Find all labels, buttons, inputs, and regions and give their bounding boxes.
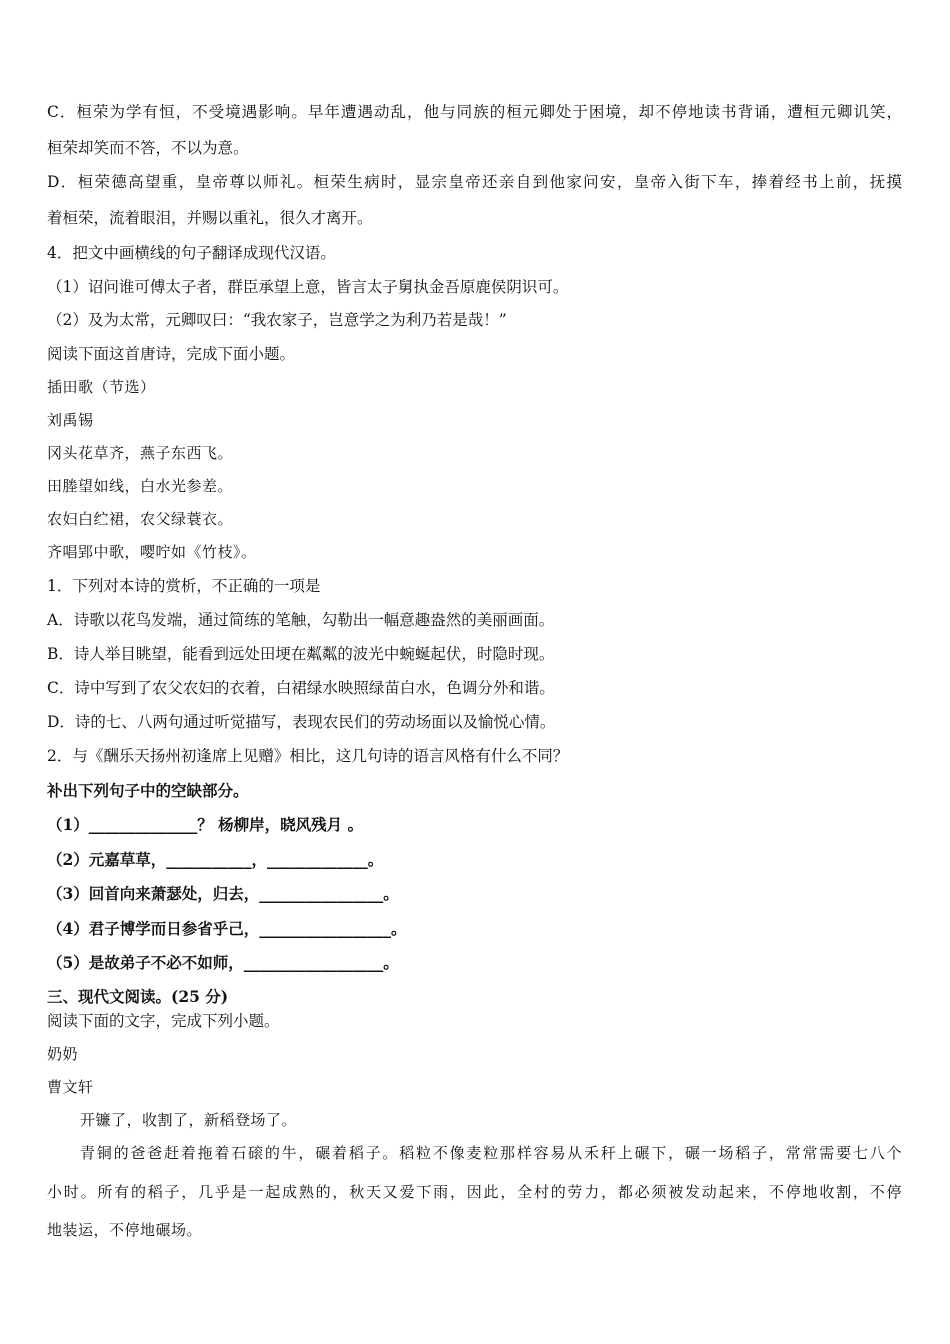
poem-author: 刘禹锡 xyxy=(47,411,94,429)
story-paragraph-2-line-2: 小时。所有的稻子，几乎是一起成熟的，秋天又爱下雨，因此，全村的劳力，都必须被发动起来，不停地收割，不停 xyxy=(47,1183,902,1201)
poem-option-d: D．诗的七、八两句通过听觉描写，表现农民们的劳动场面以及愉悦心情。 xyxy=(47,713,556,731)
poem-line: 田塍望如线，白水光参差。 xyxy=(47,477,234,495)
fill-blank-item: （2）元嘉草草，___________，_____________。 xyxy=(47,850,384,869)
story-title: 奶奶 xyxy=(47,1045,79,1063)
fill-blank-item: （4）君子博学而日参省乎己，_________________。 xyxy=(47,919,407,938)
question-4-prompt: 4．把文中画横线的句子翻译成现代汉语。 xyxy=(47,244,336,262)
option-c-line-2: 桓荣却笑而不答，不以为意。 xyxy=(47,139,249,157)
fill-blank-item: （5）是故弟子不必不如师，__________________。 xyxy=(47,953,399,972)
poem-intro: 阅读下面这首唐诗，完成下面小题。 xyxy=(47,345,296,363)
section-3-intro: 阅读下面的文字，完成下列小题。 xyxy=(47,1012,280,1030)
poem-title: 插田歌（节选） xyxy=(47,378,156,396)
fill-blank-item: （1）______________？ 杨柳岸，晓风残月 。 xyxy=(47,815,364,834)
poem-option-a: A．诗歌以花鸟发端，通过简练的笔触，勾勒出一幅意趣盎然的美丽画面。 xyxy=(47,611,555,629)
story-paragraph-2-line-3: 地装运，不停地碾场。 xyxy=(47,1221,203,1239)
story-author: 曹文轩 xyxy=(47,1078,94,1096)
fill-blank-item: （3）回首向来萧瑟处，归去，________________。 xyxy=(47,884,399,903)
translation-sentence-2: （2）及为太常，元卿叹曰：“我农家子，岂意学之为利乃若是哉！” xyxy=(47,311,507,329)
option-d-line-1: D．桓荣德高望重，皇帝尊以师礼。桓荣生病时，显宗皇帝还亲自到他家问安，皇帝入街下车，捧着经书上前，抚摸 xyxy=(47,173,902,191)
section-3-heading: 三、现代文阅读。(25 分) xyxy=(47,987,229,1006)
poem-line: 齐唱郢中歌，嘤咛如《竹枝》。 xyxy=(47,543,257,561)
story-paragraph-2-line-1: 青铜的爸爸赶着拖着石磙的牛，碾着稻子。稻粒不像麦粒那样容易从禾秆上碾下，碾一场稻子，常常需要七八个 xyxy=(80,1144,902,1162)
option-d-line-2: 着桓荣，流着眼泪，并赐以重礼，很久才离开。 xyxy=(47,209,373,227)
poem-line: 冈头花草齐，燕子东西飞。 xyxy=(47,444,234,462)
poem-line: 农妇白纻裙，农父绿蓑衣。 xyxy=(47,510,234,528)
fill-blanks-heading: 补出下列句子中的空缺部分。 xyxy=(47,781,249,800)
poem-option-c: C．诗中写到了农父农妇的衣着，白裙绿水映照绿苗白水，色调分外和谐。 xyxy=(47,679,555,697)
poem-option-b: B．诗人举目眺望，能看到远处田埂在粼粼的波光中蜿蜒起伏，时隐时现。 xyxy=(47,645,555,663)
translation-sentence-1: （1）诏问谁可傅太子者，群臣承望上意，皆言太子舅执金吾原鹿侯阴识可。 xyxy=(47,278,569,296)
story-paragraph-1: 开镰了，收割了，新稻登场了。 xyxy=(80,1111,298,1129)
poem-question-2: 2．与《酬乐天扬州初逢席上见赠》相比，这几句诗的语言风格有什么不同？ xyxy=(47,747,569,765)
poem-question-1: 1．下列对本诗的赏析，不正确的一项是 xyxy=(47,577,321,595)
option-c-line-1: C．桓荣为学有恒，不受境遇影响。早年遭遇动乱，他与同族的桓元卿处于困境，却不停地读书背诵，遭桓元卿讥笑， xyxy=(47,103,902,121)
